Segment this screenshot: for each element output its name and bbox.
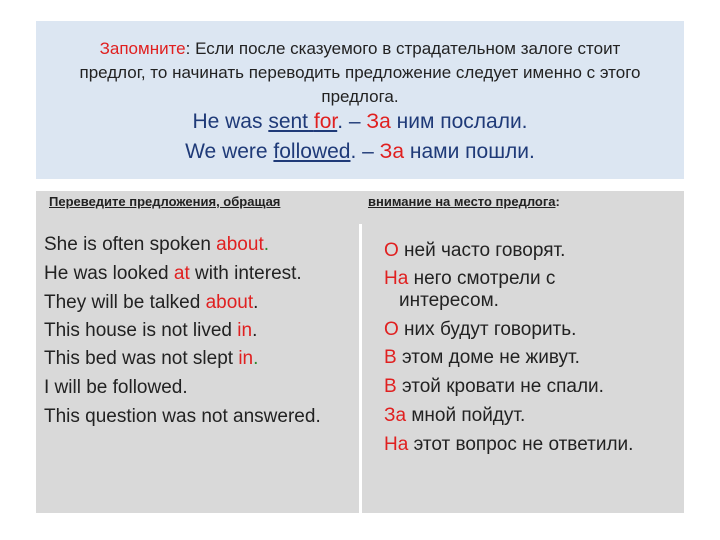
translation-rest: мной пойдут. <box>406 405 526 426</box>
sentence-end: . <box>263 234 269 255</box>
sentence-prep: about <box>205 292 254 313</box>
sentence-text: He was looked <box>44 263 174 284</box>
sentence <box>44 376 188 400</box>
sentence-prep: in <box>237 320 253 341</box>
example-1-tr-rest: ним послали. <box>390 110 528 133</box>
sentence-end: with interest. <box>189 263 302 284</box>
example-2-verb: followed <box>273 140 351 163</box>
example-2-tr-prep: За <box>379 140 405 163</box>
translation-prep: О <box>384 240 399 261</box>
sentence-text: She is often spoken <box>44 234 217 255</box>
sentence-end: . <box>252 320 258 341</box>
translation <box>384 239 565 263</box>
sentence-prep: about <box>216 234 264 255</box>
sentence <box>44 319 257 343</box>
rule-label: Запомните <box>99 39 186 58</box>
translation-prep: На <box>384 268 409 289</box>
sentence-end: . <box>253 348 259 369</box>
translation-rest: интересом. <box>399 290 499 311</box>
sentence-text: This house is not lived <box>44 320 238 341</box>
example-2 <box>36 138 684 166</box>
sentence-prep: in <box>238 348 254 369</box>
translation <box>384 404 525 428</box>
translation-rest: них будут говорить. <box>398 319 577 340</box>
translation <box>384 375 604 399</box>
sentence-text: This bed was not slept <box>44 348 239 369</box>
translation <box>399 289 499 313</box>
example-1 <box>36 108 684 136</box>
sentence-text: I will be followed. <box>44 377 188 398</box>
rule-colon: : <box>185 39 191 58</box>
translation-rest: этот вопрос не ответили. <box>408 434 634 455</box>
translation-rest: ней часто говорят. <box>398 240 566 261</box>
rule-line-1 <box>36 37 684 60</box>
example-1-underlined <box>268 110 337 133</box>
example-1-pre: He was <box>192 110 269 133</box>
translation-prep: За <box>384 405 407 426</box>
rule-text-1: Если после сказуемого в страдательном залоге стоит <box>190 39 621 58</box>
rule-line-2: предлог, то начинать переводить предложение следует именно с этого <box>79 63 641 82</box>
example-1-verb: sent <box>268 110 309 133</box>
sentence-end: . <box>315 406 321 427</box>
sentence <box>44 347 258 371</box>
translation-rest: этой кровати не спали. <box>396 376 604 397</box>
sentence-end: . <box>253 292 259 313</box>
sentence <box>44 405 321 429</box>
example-2-tr-rest: нами пошли. <box>404 140 535 163</box>
translation-prep: В <box>384 347 397 368</box>
sentence <box>44 233 269 257</box>
example-2-pre: We were <box>185 140 274 163</box>
translation-prep: О <box>384 319 399 340</box>
sentence-text: This question was not answered <box>44 406 316 427</box>
translation-rest: этом доме не живут. <box>396 347 580 368</box>
instruction-right-text: внимание на место предлога <box>368 194 556 209</box>
translation <box>384 267 555 291</box>
instruction-right <box>368 193 560 211</box>
translation-prep: В <box>384 376 397 397</box>
example-2-post: . – <box>350 140 380 163</box>
translation <box>384 433 633 457</box>
instruction-left: Переведите предложения, обращая <box>49 194 281 209</box>
sentence <box>44 262 302 286</box>
sentence-prep: at <box>173 263 190 284</box>
sentence-text: They will be talked <box>44 292 206 313</box>
sentence <box>44 291 258 315</box>
rule-line-3: предлога. <box>321 87 399 106</box>
rule-box <box>36 21 684 179</box>
translation <box>384 346 580 370</box>
translation-prep: На <box>384 434 409 455</box>
instruction-right-colon: : <box>555 194 560 209</box>
example-1-post: . – <box>337 110 367 133</box>
panel-divider <box>359 224 362 516</box>
example-1-prep: for <box>313 110 338 133</box>
translation <box>384 318 576 342</box>
example-1-tr-prep: За <box>366 110 391 133</box>
translation-rest: него смотрели с <box>408 268 556 289</box>
